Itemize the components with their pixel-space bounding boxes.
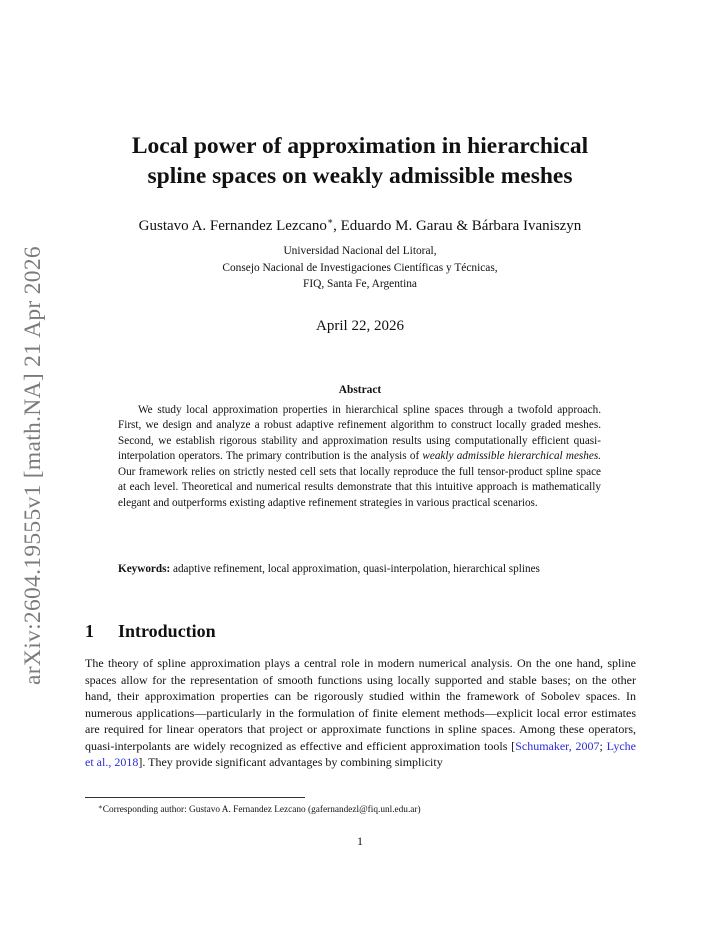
section-title: Introduction (118, 621, 216, 641)
footnote (85, 801, 645, 817)
page-number: 1 (357, 834, 363, 848)
intro-text-2: ]. They provide significant advantages by combining simplicity (138, 755, 443, 770)
intro-paragraph (85, 655, 636, 771)
affiliation-line-1: Universidad Nacional del Litoral, (283, 245, 437, 257)
author-1: Gustavo A. Fernandez Lezcano (138, 218, 327, 234)
footnote-mark: ∗ (98, 803, 103, 811)
title-line-1: Local power of approximation in hierarchical (131, 133, 589, 159)
affiliation-line-3: FIQ, Santa Fe, Argentina (302, 278, 417, 290)
citation-schumaker[interactable]: Schumaker, 2007 (515, 738, 600, 753)
author-list (60, 210, 660, 237)
affiliation (60, 243, 660, 293)
abstract-text-1: We study local approximation properties in hierarchical spline spaces through a twofold approach. First, we design and analyze a robust adaptive refinement algorithm to construct locally graded meshes. Second, we establish rigorous stability and approximation results using computationally efficient quasi-interpolation operators. The primary contribution is the analysis of (118, 404, 601, 463)
corresponding-author-mark: ∗ (326, 216, 334, 226)
keywords (118, 562, 601, 577)
arxiv-stamp (15, 243, 51, 688)
keywords-text: adaptive refinement, local approximation, quasi-interpolation, hierarchical splines (170, 563, 540, 575)
abstract-body (118, 403, 601, 511)
affiliation-line-2: Consejo Nacional de Investigaciones Científicas y Técnicas, (222, 261, 498, 274)
abstract-heading: Abstract (338, 384, 382, 396)
intro-text-1: The theory of spline approximation plays a central role in modern numerical analysis. On the one hand, spline spaces allow for the representation of smooth functions using locally supported and stable bases; on the other hand, their approximation properties can be rigorously studied within the framework of Sobolev spaces. In numerous applications—particularly in the formulation of finite element methods—explicit local error estimates are required for linear operators that project or approximate functions in spline spaces. Among these operators, quasi-interpolants are widely recognized as effective and efficient approximation tools [ (85, 656, 636, 753)
footnote-text: Corresponding author: Gustavo A. Fernandez Lezcano (gafernandezl@fiq.unl.edu.ar) (102, 805, 421, 815)
section-heading (85, 619, 216, 643)
section-number: 1 (85, 621, 94, 641)
arxiv-identifier: arXiv:2604.19555v1 [math.NA] 21 Apr 2026 (19, 246, 46, 685)
citation-lyche[interactable]: Lyche et al., 2018 (85, 738, 636, 770)
other-authors: , Eduardo M. Garau & Bárbara Ivaniszyn (333, 218, 582, 234)
title-line-2: spline spaces on weakly admissible meshes (147, 163, 573, 189)
citation-separator: ; (599, 738, 607, 753)
paper-title (60, 131, 660, 191)
keywords-label: Keywords: (118, 563, 171, 575)
abstract-text-2: Our framework relies on strictly nested cell sets that locally reproduce the full tensor-product spline space at each level. Theoretical and numerical results demonstrate that this intuitive approach is mathematically elegant and outperforms existing adaptive refinement strategies in various practical scenarios. (118, 465, 601, 509)
footnote-rule (85, 797, 305, 798)
abstract-emphasis: weakly admissible hierarchical meshes. (422, 450, 601, 463)
paper-date: April 22, 2026 (316, 318, 404, 334)
